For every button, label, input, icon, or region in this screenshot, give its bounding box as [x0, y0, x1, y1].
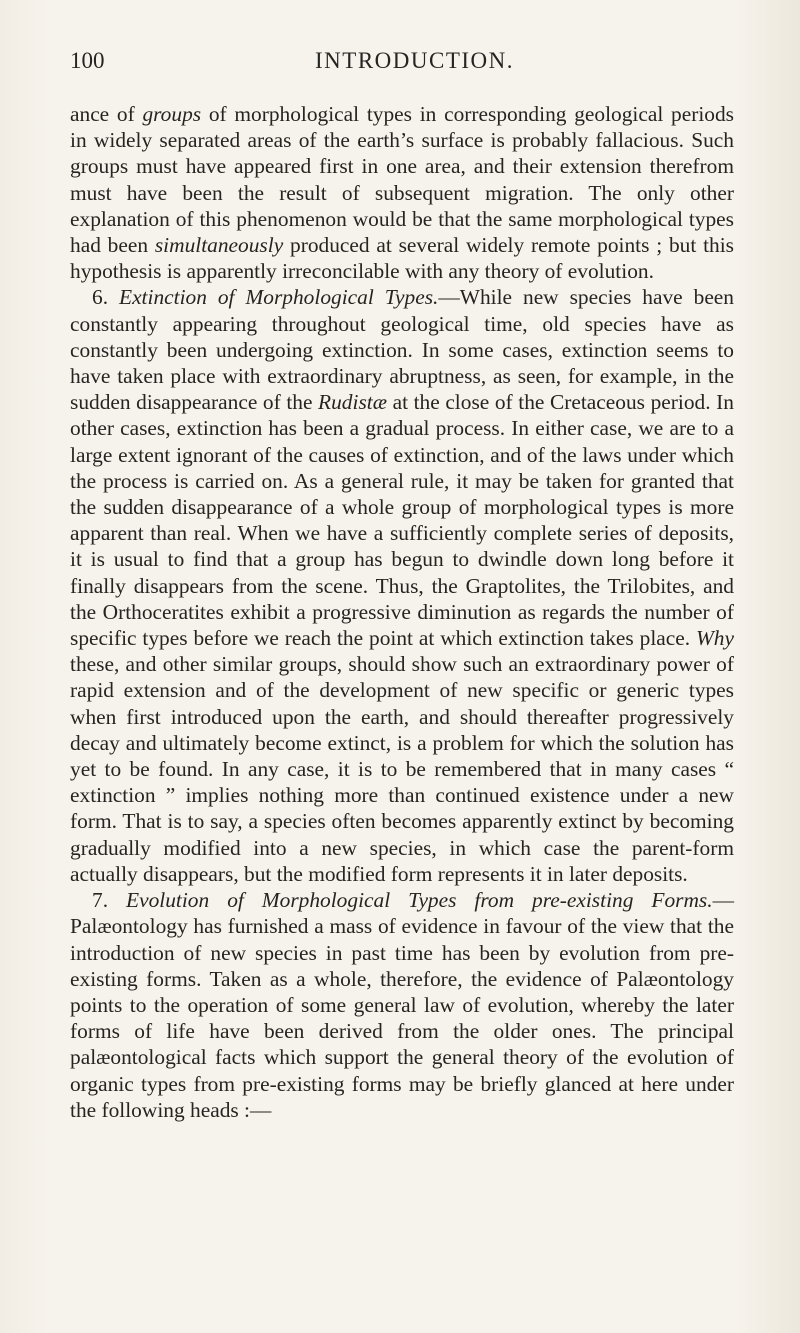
section-number: 6. [92, 285, 119, 310]
page-number: 100 [70, 48, 105, 73]
italic-term: Rudistæ [318, 390, 387, 415]
body-text [70, 101, 734, 1123]
page-header [70, 48, 750, 84]
section-6-paragraph [70, 284, 734, 887]
italic-term: simultaneously [154, 233, 284, 258]
section-7-paragraph [70, 887, 734, 1123]
text-run: produced at several widely remote points ; but this hypothesis is apparently irreconcilable with any theory of evolution. [70, 233, 734, 284]
text-run: ance of [70, 102, 143, 126]
paragraph-continued [70, 101, 734, 284]
section-title: Evolution of Morphological Types from pre-existing Forms. [126, 888, 713, 913]
italic-term: groups [142, 102, 202, 126]
section-title: Extinction of Morphological Types. [119, 285, 439, 310]
text-run: of morphological types in corresponding geological periods in widely separated areas of the earth’s surface is probably fallacious. Such groups must have appeared first in one area, and their extension therefrom must have been the result of subsequent migration. The only other explanation of this phenomenon would be that the same morphological types had been [70, 102, 734, 258]
section-number: 7. [92, 888, 127, 913]
running-head: INTRODUCTION. [315, 48, 515, 73]
text-run: —While new species have been constantly appearing throughout geological time, old species have as constantly been undergoing extinction. In some cases, extinction seems to have taken place with extraordinary abruptness, as seen, for example, in the sudden disappearance of the [70, 285, 735, 415]
text-run: these, and other similar groups, should show such an extraordinary power of rapid extension and of the development of new specific or generic types when first introduced upon the earth, and should thereafter progressively decay and ultimately become extinct, is a problem for which the solution has yet to be found. In any case, it is to be remembered that in many cases “ extinction ” implies nothing more than continued existence under a new form. That is to say, a species often becomes apparently extinct by becoming gradually modified into a new species, in which case the parent-form actually disappears, but the modified form represents it in later deposits. [70, 652, 734, 886]
text-run: at the close of the Cretaceous period. In other cases, extinction has been a gradual process. In either case, we are to a large extent ignorant of the causes of extinction, and of the laws under which the process is carried on. As a general rule, it may be taken for granted that the sudden disappearance of a whole group of morphological types is more apparent than real. When we have a sufficiently complete series of deposits, it is usual to find that a group has begun to dwindle down long before it finally disappears from the scene. Thus, the Graptolites, the Trilobites, and the Orthoceratites exhibit a progressive diminution as regards the number of specific types before we reach the point at which extinction takes place. [70, 390, 734, 651]
text-run: —Palæontology has furnished a mass of evidence in favour of the view that the introduction of new species in past time has been by evolution from pre-existing forms. Taken as a whole, therefore, the evidence of Palæontology points to the operation of some general law of evolution, whereby the later forms of life have been derived from the older ones. The principal palæontological facts which support the general theory of the evolution of organic types from pre-existing forms may be briefly glanced at here under the following heads :— [70, 888, 734, 1122]
italic-term: Why [695, 626, 734, 651]
